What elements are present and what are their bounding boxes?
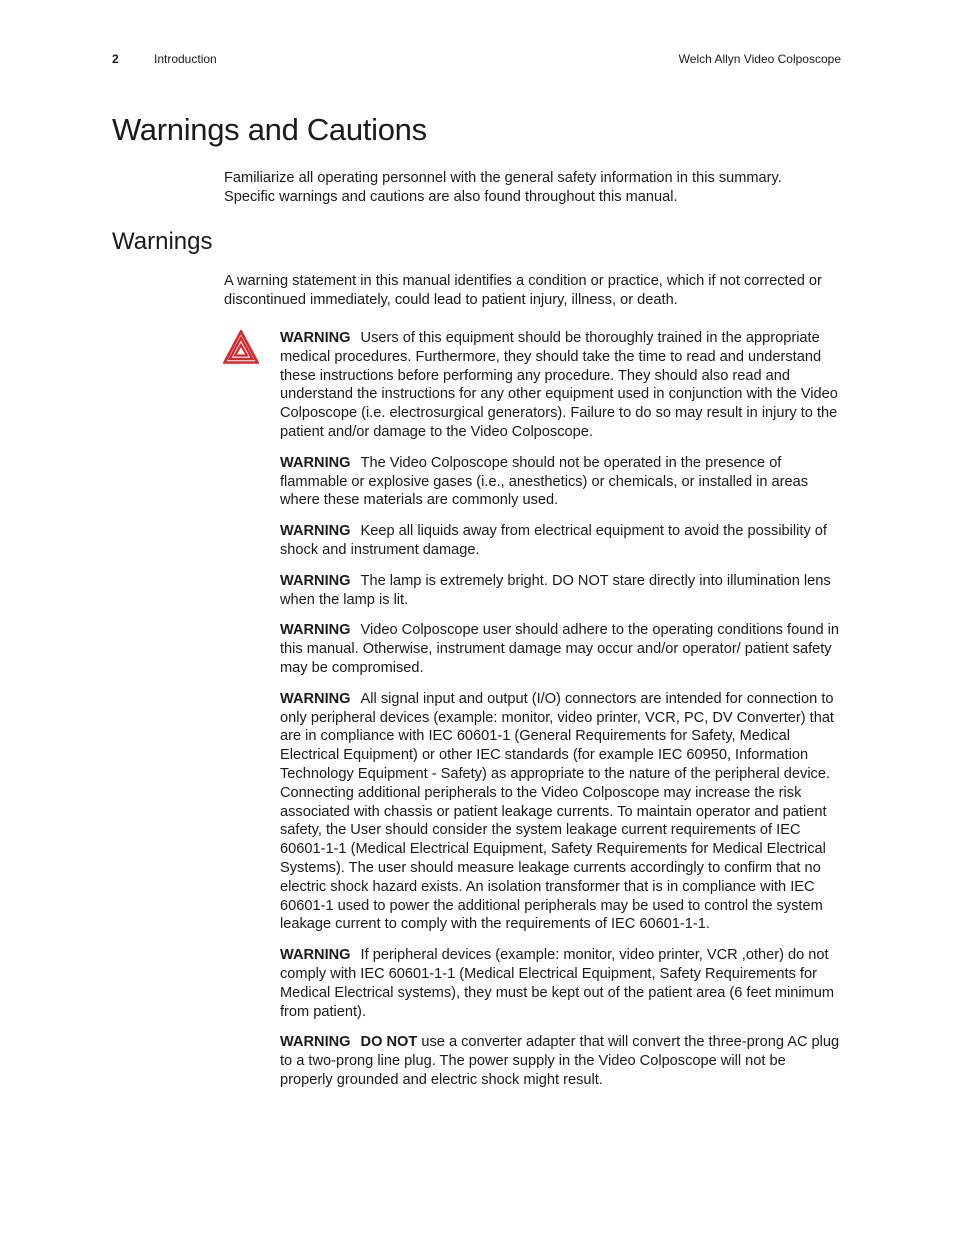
intro-paragraph: Familiarize all operating personnel with the general safety information in this summary. Specific warnings and cautions are also found throughout this manual.: [224, 170, 782, 205]
warning-item: [280, 1033, 840, 1089]
warning-item: [280, 522, 840, 560]
warning-text: All signal input and output (I/O) connectors are intended for connection to only peripheral devices (example: monitor, video printer, VCR, PC, DV Converter) that are in compliance with IEC 60601-1 (General Requirements for Safety, Medical Electrical Equipment) or other IEC standards (for example IEC 60950, Information Technology Equipment - Safety) as appropriate to the nature of the peripheral device. Connecting additional peripherals to the Video Colposcope may increase the risk associated with chassis or patient leakage currents. To maintain operator and patient safety, the User should consider the system leakage current requirements of IEC 60601-1-1 (Medical Electrical Equipment, Safety Requirements for Medical Electrical Systems). The user should measure leakage currents accordingly to confirm that no electric shock hazard exists. An isolation transformer that is in compliance with IEC 60601-1 used to power the additional peripherals may be used to control the system leakage current to comply with the requirements of IEC 60601-1-1.: [280, 690, 834, 933]
warning-text: If peripheral devices (example: monitor, video printer, VCR ,other) do not comply with IEC 60601-1-1 (Medical Electrical Equipment, Safety Requirements for Medical Electrical systems), they must be kept out of the patient area (6 feet minimum from patient).: [280, 947, 834, 1020]
page-title: Warnings and Cautions: [112, 112, 427, 147]
warning-item: [280, 454, 840, 510]
warning-label: WARNING: [280, 330, 351, 346]
warning-item: [280, 572, 840, 610]
warning-item: [280, 329, 840, 442]
warning-text: Users of this equipment should be thoroughly trained in the appropriate medical procedures. Furthermore, they should take the time to read and understand these instructions before performing any procedure. They should also read and understand the instructions for any other equipment used in conjunction with the Video Colposcope (i.e. electrosurgical generators). Failure to do so may result in injury to the patient and/or damage to the Video Colposcope.: [280, 330, 838, 440]
warning-label: WARNING: [280, 523, 351, 540]
warning-item: [280, 690, 840, 934]
warning-text: The Video Colposcope should not be operated in the presence of flammable or explosive gases (i.e., anesthetics) or chemicals, or installed in areas where these materials are commonly used.: [280, 454, 809, 509]
warning-text: use a converter adapter that will convert the three-prong AC plug to a two-prong line plug. The power supply in the Video Colposcope will not be properly grounded and electric shock might result.: [280, 1034, 840, 1088]
warning-text: Video Colposcope user should adhere to the operating conditions found in this manual. Otherwise, instrument damage may occur and/or operator/ patient safety may be compromised.: [280, 622, 839, 676]
warning-triangle-icon: [223, 330, 259, 364]
warning-item: [280, 946, 840, 1021]
warning-text: The lamp is extremely bright. DO NOT stare directly into illumination lens when the lamp is lit.: [280, 572, 831, 608]
warning-text: Keep all liquids away from electrical equipment to avoid the possibility of shock and instrument damage.: [280, 523, 827, 558]
section-name: Introduction: [154, 52, 217, 66]
warning-label: WARNING: [280, 1034, 351, 1051]
warnings-list: [280, 329, 840, 1102]
page-number: 2: [112, 52, 119, 66]
do-not-emphasis: DO NOT: [360, 1034, 418, 1051]
page-header: [112, 52, 841, 70]
warning-label: WARNING: [280, 454, 351, 471]
warning-label: WARNING: [280, 690, 351, 707]
document-title: Welch Allyn Video Colposcope: [678, 52, 841, 66]
warning-label: WARNING: [280, 572, 351, 589]
warning-label: WARNING: [280, 622, 351, 639]
warnings-intro: A warning statement in this manual identifies a condition or practice, which if not corrected or discontinued immediately, could lead to patient injury, illness, or death.: [224, 273, 822, 308]
warning-item: [280, 621, 840, 677]
warning-label: WARNING: [280, 947, 351, 964]
warnings-heading: Warnings: [112, 228, 213, 255]
